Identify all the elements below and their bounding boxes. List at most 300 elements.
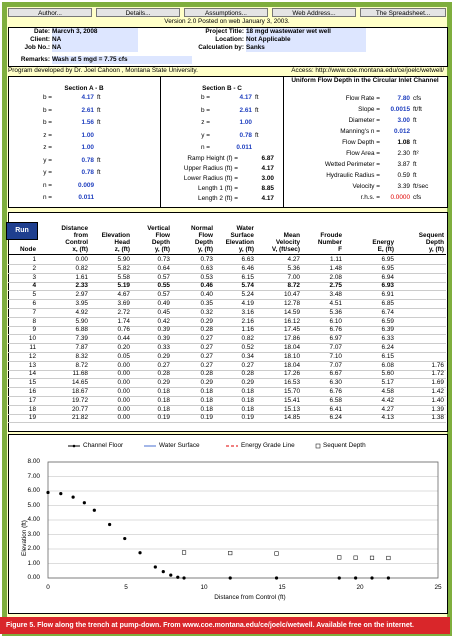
- sequent-point: [387, 556, 391, 560]
- table-cell: 0.28: [200, 326, 213, 334]
- column-header-line: Control: [65, 239, 88, 246]
- table-cell: 1.72: [431, 370, 444, 378]
- table-cell: 3.95: [75, 300, 88, 307]
- table-cell: 1.11: [330, 256, 342, 263]
- table-cell: 0.29: [200, 379, 213, 387]
- table-cell: 0.00: [117, 370, 130, 378]
- legend-label: Energy Grade Line: [241, 442, 295, 449]
- table-cell: 8.32: [75, 352, 88, 360]
- table-cell: 0.46: [200, 282, 213, 290]
- table-cell: 6.97: [329, 335, 342, 343]
- param-value[interactable]: 0.009: [78, 181, 94, 189]
- table-row-node: 2: [32, 264, 36, 272]
- job-label: Job No.:: [24, 44, 50, 51]
- param-unit: ft: [255, 94, 259, 101]
- table-cell: 0.57: [157, 273, 170, 281]
- table-cell: 0.40: [200, 291, 213, 299]
- table-cell: 6.85: [381, 300, 394, 307]
- param-label: b =: [200, 106, 210, 114]
- table-cell: 0.82: [75, 264, 88, 272]
- table-cell: 0.27: [200, 335, 213, 343]
- table-cell: 5.60: [381, 370, 394, 378]
- table-cell: 6.30: [329, 379, 342, 387]
- table-cell: 0.42: [157, 317, 170, 325]
- table-cell: 6.91: [381, 291, 394, 299]
- access-url: Access: http://www.coe.montana.edu/ce/joelc/wetwell/: [291, 67, 444, 74]
- y-tick-label: 8.00: [27, 458, 40, 465]
- table-cell: 1.16: [241, 326, 254, 334]
- uniform-unit: ft: [413, 117, 417, 124]
- uniform-label: Velocity =: [352, 183, 380, 190]
- table-cell: 16.53: [284, 379, 300, 387]
- table-row-node: 4: [32, 282, 36, 290]
- table-cell: 11.68: [72, 370, 88, 378]
- table-row-node: 17: [28, 396, 36, 404]
- column-header-line: Energy: [372, 239, 394, 246]
- column-header-line: Elevation: [225, 239, 254, 246]
- table-cell: 6.88: [75, 326, 88, 334]
- client-label: Client:: [30, 36, 50, 43]
- table-row-node: 18: [28, 405, 36, 413]
- sequent-point: [182, 551, 186, 555]
- divider: [160, 76, 161, 207]
- floor-point: [83, 501, 86, 504]
- uniform-label: Wetted Perimeter =: [324, 161, 380, 168]
- tab-bar: [8, 8, 446, 17]
- floor-point: [182, 576, 185, 579]
- param-value[interactable]: 0.78: [81, 156, 94, 164]
- table-cell: 0.34: [241, 352, 254, 360]
- param-value[interactable]: 1.56: [81, 119, 94, 126]
- floor-point: [229, 576, 232, 579]
- figure-caption: Figure 5. Flow along the trench at pump-down. From www.coe.montana.edu/ce/joelc/wetwell. Available free on the internet.: [0, 617, 450, 634]
- column-header: [40, 225, 88, 253]
- table-cell: [396, 300, 444, 308]
- uniform-label: Flow Depth =: [342, 139, 380, 146]
- ramp-value[interactable]: 6.87: [261, 155, 274, 162]
- table-cell: 15.41: [284, 396, 300, 404]
- table-cell: 4.13: [381, 414, 394, 422]
- table-cell: 1.42: [431, 388, 444, 395]
- table-cell: 1.39: [431, 405, 444, 413]
- column-header-line: Head: [114, 239, 130, 246]
- param-value[interactable]: 0.011: [236, 144, 252, 151]
- ramp-value[interactable]: 4.17: [261, 195, 274, 202]
- table-cell: [396, 326, 444, 334]
- uniform-value[interactable]: 0.0000: [390, 194, 410, 201]
- column-header-line: Depth: [151, 239, 170, 246]
- table-cell: 18.10: [284, 352, 300, 360]
- table-cell: 7.10: [329, 352, 342, 360]
- run-button[interactable]: Run: [6, 222, 38, 240]
- table-cell: 1.40: [431, 396, 444, 404]
- param-label: z =: [43, 131, 52, 139]
- table-cell: 0.73: [157, 256, 170, 263]
- table-cell: 0.18: [241, 405, 254, 413]
- table-cell: 0.49: [157, 300, 170, 307]
- table-cell: 18.04: [284, 344, 300, 351]
- sequent-point: [228, 551, 232, 555]
- table-row-node: 13: [28, 361, 36, 369]
- param-value[interactable]: 2.61: [81, 106, 94, 114]
- table-row-node: 19: [28, 414, 36, 422]
- param-label: y =: [201, 131, 210, 139]
- table-cell: 8.72: [75, 361, 88, 369]
- legend-label: Channel Floor: [83, 442, 124, 449]
- table-cell: 0.18: [157, 396, 170, 404]
- table-cell: 1.74: [117, 317, 130, 325]
- table-cell: 20.77: [72, 405, 88, 413]
- table-cell: [396, 256, 444, 264]
- table-cell: 18.04: [284, 361, 300, 369]
- column-header-line: y, (ft): [197, 246, 213, 253]
- y-tick-label: 5.00: [27, 501, 40, 509]
- param-value[interactable]: 0.011: [78, 194, 94, 201]
- table-cell: 15.13: [284, 405, 300, 413]
- column-header: [90, 232, 130, 253]
- table-cell: 6.74: [381, 308, 394, 316]
- x-tick-label: 15: [278, 584, 286, 591]
- remarks-label: Remarks:: [20, 56, 50, 63]
- tab-author[interactable]: Author...: [8, 8, 92, 17]
- ramp-label: Length 1 (ft) =: [198, 185, 238, 192]
- table-cell: 6.76: [329, 326, 342, 334]
- ramp-label: Lower Radius (ft) =: [183, 175, 238, 182]
- y-tick-label: 6.00: [27, 487, 40, 494]
- table-cell: 5.90: [75, 317, 88, 325]
- table-cell: 0.00: [117, 396, 130, 404]
- uniform-value[interactable]: 7.80: [397, 95, 410, 102]
- table-cell: 5.19: [117, 282, 130, 290]
- job-field[interactable]: NA: [52, 44, 138, 52]
- table-cell: [396, 335, 444, 343]
- remarks-field[interactable]: Wash at 5 mgd = 7.75 cfs: [52, 56, 192, 64]
- column-header-line: from: [73, 232, 88, 239]
- table-cell: 6.24: [329, 414, 342, 422]
- param-label: z =: [201, 119, 210, 126]
- floor-point: [59, 492, 62, 495]
- legend-label: Sequent Depth: [323, 442, 366, 449]
- table-cell: 6.15: [381, 352, 394, 360]
- table-cell: 4.27: [287, 256, 300, 263]
- table-cell: 14.59: [284, 308, 300, 316]
- developer-note: Program developed by Dr. Joel Cahoon , Montana State University.: [8, 67, 198, 74]
- param-value[interactable]: 0.78: [239, 131, 252, 139]
- project-title-label: Project Title:: [205, 28, 244, 35]
- param-label: n =: [200, 144, 210, 151]
- column-header-line: Velocity: [275, 239, 300, 246]
- column-header-line: x, (ft): [72, 246, 88, 253]
- x-tick-label: 25: [434, 584, 442, 591]
- table-cell: 0.19: [200, 414, 213, 422]
- floor-point: [93, 509, 96, 512]
- table-cell: 1.69: [431, 379, 444, 387]
- table-cell: 6.33: [381, 335, 394, 343]
- table-cell: 14.65: [72, 379, 88, 387]
- table-cell: 6.15: [241, 273, 254, 281]
- floor-point: [275, 576, 278, 579]
- table-cell: 7.39: [75, 335, 88, 343]
- table-cell: 0.29: [157, 352, 170, 360]
- table-cell: 0.76: [117, 326, 130, 334]
- table-cell: 0.27: [200, 352, 213, 360]
- param-label: n =: [42, 194, 52, 201]
- legend-marker: [73, 445, 76, 448]
- column-header-line: E, (ft): [377, 246, 394, 253]
- y-axis-label: Elevation (ft): [21, 520, 28, 556]
- param-value[interactable]: 1.00: [81, 144, 94, 151]
- column-header-line: Vertical: [147, 225, 170, 232]
- param-value[interactable]: 4.17: [81, 94, 94, 101]
- column-header: [216, 225, 254, 253]
- table-cell: 0.19: [157, 414, 170, 422]
- tab-assumptions[interactable]: Assumptions...: [184, 8, 268, 17]
- location-field[interactable]: Not Applicable: [246, 36, 366, 44]
- table-cell: 0.28: [157, 370, 170, 378]
- uniform-value[interactable]: 3.00: [397, 117, 410, 124]
- table-cell: 0.05: [117, 352, 130, 360]
- table-cell: 7.07: [329, 344, 342, 351]
- floor-point: [370, 576, 373, 579]
- uniform-label: Diameter =: [348, 117, 380, 124]
- table-cell: [396, 309, 444, 317]
- column-header-line: Number: [317, 239, 342, 246]
- table-cell: 18.67: [72, 388, 88, 395]
- ramp-value[interactable]: 3.00: [261, 175, 274, 182]
- y-tick-label: 2.00: [27, 545, 40, 552]
- table-cell: 0.28: [241, 370, 254, 378]
- table-cell: 3.48: [329, 291, 342, 299]
- uniform-label: Hydraulic Radius =: [326, 172, 380, 179]
- column-header-line: Distance: [61, 225, 88, 232]
- floor-point: [338, 576, 341, 579]
- table-cell: 0.18: [241, 396, 254, 404]
- floor-point: [169, 574, 172, 577]
- table-cell: 19.72: [72, 396, 88, 404]
- table-cell: 2.75: [329, 282, 342, 290]
- table-cell: 14.85: [284, 414, 300, 422]
- column-header: [256, 232, 300, 253]
- row-rule: [8, 422, 446, 423]
- y-tick-label: 3.00: [27, 530, 40, 538]
- table-cell: 15.70: [284, 388, 300, 395]
- x-tick-label: 10: [200, 584, 208, 591]
- table-cell: 6.41: [329, 405, 342, 413]
- floor-point: [108, 523, 111, 526]
- x-tick-label: 0: [46, 584, 50, 591]
- location-label: Location:: [215, 36, 244, 43]
- table-cell: 0.73: [200, 256, 213, 263]
- table-cell: 1.48: [329, 264, 342, 272]
- uniform-value[interactable]: 3.87: [397, 161, 410, 168]
- table-cell: 0.39: [157, 326, 170, 334]
- uniform-label: Slope =: [358, 106, 380, 113]
- table-cell: 6.58: [329, 396, 342, 404]
- table-cell: 2.33: [75, 282, 88, 290]
- floor-point: [162, 570, 165, 573]
- table-cell: 0.00: [117, 379, 130, 387]
- param-unit: ft: [97, 119, 101, 126]
- table-cell: [396, 265, 444, 273]
- floor-point: [354, 576, 357, 579]
- divider: [283, 76, 284, 207]
- ramp-value[interactable]: 8.85: [261, 185, 274, 192]
- table-cell: 0.00: [117, 405, 130, 413]
- date-label: Date:: [34, 28, 50, 35]
- uniform-unit: ft: [413, 139, 417, 146]
- table-cell: 0.29: [157, 379, 170, 387]
- param-value[interactable]: 1.00: [81, 131, 94, 139]
- table-cell: 8.72: [287, 282, 300, 290]
- table-cell: 0.44: [117, 335, 130, 343]
- table-row-node: 3: [32, 273, 36, 281]
- column-header: [173, 225, 213, 253]
- tab-web-address[interactable]: Web Address...: [272, 8, 356, 17]
- param-unit: ft: [255, 131, 259, 139]
- param-value[interactable]: 1.00: [239, 119, 252, 126]
- uniform-label: Flow Rate =: [345, 95, 380, 102]
- ramp-value[interactable]: 4.17: [261, 165, 274, 172]
- client-field[interactable]: NA: [52, 36, 138, 44]
- project-title-field[interactable]: 18 mgd wastewater wet well: [246, 28, 366, 36]
- uniform-unit: ft/sec: [413, 183, 429, 190]
- table-row-node: 11: [29, 344, 36, 351]
- column-header: [344, 239, 394, 253]
- uniform-value[interactable]: 0.59: [397, 172, 410, 179]
- table-cell: 6.76: [329, 388, 342, 395]
- tab-details[interactable]: Details...: [96, 8, 180, 17]
- uniform-unit: ft²: [413, 150, 419, 157]
- table-cell: 6.59: [381, 317, 394, 325]
- param-value[interactable]: 4.17: [239, 94, 252, 101]
- param-value[interactable]: 0.78: [81, 169, 94, 176]
- table-cell: 0.29: [200, 317, 213, 325]
- floor-point: [387, 576, 390, 579]
- table-cell: 4.19: [241, 300, 254, 307]
- table-cell: 6.95: [381, 256, 394, 263]
- column-header-line: Depth: [194, 239, 213, 246]
- column-header-line: Normal: [190, 225, 213, 232]
- table-cell: 6.93: [381, 282, 394, 290]
- section-b-title: Section B - C: [202, 85, 242, 92]
- column-header-line: Sequent: [418, 232, 444, 239]
- table-cell: 1.76: [431, 361, 444, 369]
- floor-point: [154, 565, 157, 568]
- column-header-line: Water: [236, 225, 254, 232]
- uniform-value[interactable]: 1.08: [397, 139, 410, 146]
- table-cell: 3.69: [117, 300, 130, 307]
- table-cell: 0.18: [200, 396, 213, 404]
- tab-spreadsheet[interactable]: The Spreadsheet...: [360, 8, 446, 17]
- table-cell: 0.19: [241, 414, 254, 422]
- column-header-line: Froude: [320, 232, 342, 239]
- table-cell: 5.90: [117, 256, 130, 263]
- param-label: z =: [43, 144, 52, 151]
- sequent-point: [370, 556, 374, 560]
- param-label: n =: [42, 181, 52, 189]
- table-cell: 0.57: [157, 291, 170, 299]
- table-cell: [396, 344, 444, 352]
- table-cell: 0.27: [200, 361, 213, 369]
- table-cell: 1.61: [75, 273, 88, 281]
- table-cell: 7.00: [287, 273, 300, 281]
- uniform-value[interactable]: 2.30: [397, 150, 410, 157]
- table-cell: 5.36: [329, 308, 342, 316]
- uniform-unit: ft: [413, 172, 417, 179]
- uniform-flow-title: Uniform Flow Depth in the Circular Inlet Channel: [291, 77, 439, 84]
- column-header: [132, 225, 170, 253]
- calc-by-label: Calculation by:: [198, 44, 244, 51]
- table-cell: 4.58: [381, 388, 394, 395]
- table-row-node: 8: [32, 317, 36, 325]
- floor-point: [138, 551, 141, 554]
- column-header-line: Elevation: [101, 232, 130, 239]
- ramp-label: Length 2 (ft) =: [198, 195, 238, 202]
- table-cell: 0.33: [157, 344, 170, 351]
- table-cell: 6.08: [381, 361, 394, 369]
- table-cell: 0.52: [241, 344, 254, 351]
- uniform-value[interactable]: 0.0015: [390, 106, 410, 113]
- param-value[interactable]: 2.61: [239, 106, 252, 114]
- table-cell: 0.63: [200, 264, 213, 272]
- table-row-node: 9: [32, 326, 36, 334]
- column-header: [396, 232, 444, 253]
- table-cell: 0.27: [200, 344, 213, 351]
- calc-by-field[interactable]: Sanks: [246, 44, 366, 52]
- table-cell: 5.74: [241, 282, 254, 290]
- table-cell: 4.92: [75, 308, 88, 316]
- uniform-value[interactable]: 0.012: [394, 128, 410, 135]
- table-cell: 0.32: [200, 308, 213, 316]
- table-cell: 2.16: [241, 317, 254, 325]
- table-cell: 0.64: [157, 264, 170, 272]
- param-unit: ft: [97, 106, 101, 114]
- uniform-value[interactable]: 3.39: [397, 183, 410, 190]
- y-tick-label: 0.00: [27, 574, 40, 581]
- table-cell: [396, 291, 444, 299]
- table-cell: [396, 318, 444, 326]
- table-cell: 0.00: [117, 388, 130, 395]
- table-cell: 2.08: [329, 273, 342, 281]
- table-cell: [396, 353, 444, 361]
- uniform-label: r.h.s. =: [360, 194, 380, 201]
- table-cell: 3.16: [241, 308, 254, 316]
- section-a-title: Section A - B: [64, 85, 104, 92]
- table-cell: 0.45: [157, 308, 170, 316]
- table-cell: 5.17: [381, 379, 394, 387]
- date-field[interactable]: Marcvh 3, 2008: [52, 28, 138, 36]
- table-row-node: 5: [32, 291, 36, 299]
- column-header-line: y, (ft): [238, 246, 254, 253]
- table-cell: 17.45: [284, 326, 300, 334]
- table-cell: 6.94: [381, 273, 394, 281]
- table-row-node: 1: [32, 256, 36, 263]
- param-label: b =: [42, 106, 52, 114]
- uniform-unit: cfs: [413, 194, 422, 201]
- table-row-node: 6: [32, 300, 36, 307]
- floor-point: [176, 576, 179, 579]
- y-tick-label: 4.00: [27, 516, 40, 523]
- table-cell: 4.27: [381, 405, 394, 413]
- table-cell: 2.72: [117, 308, 130, 316]
- table-row-node: 15: [28, 379, 36, 387]
- param-label: b =: [42, 119, 52, 126]
- column-header: [10, 246, 36, 253]
- table-cell: 0.35: [200, 300, 213, 307]
- table-cell: 5.24: [241, 291, 254, 299]
- table-cell: 6.46: [241, 264, 254, 272]
- floor-point: [72, 495, 75, 498]
